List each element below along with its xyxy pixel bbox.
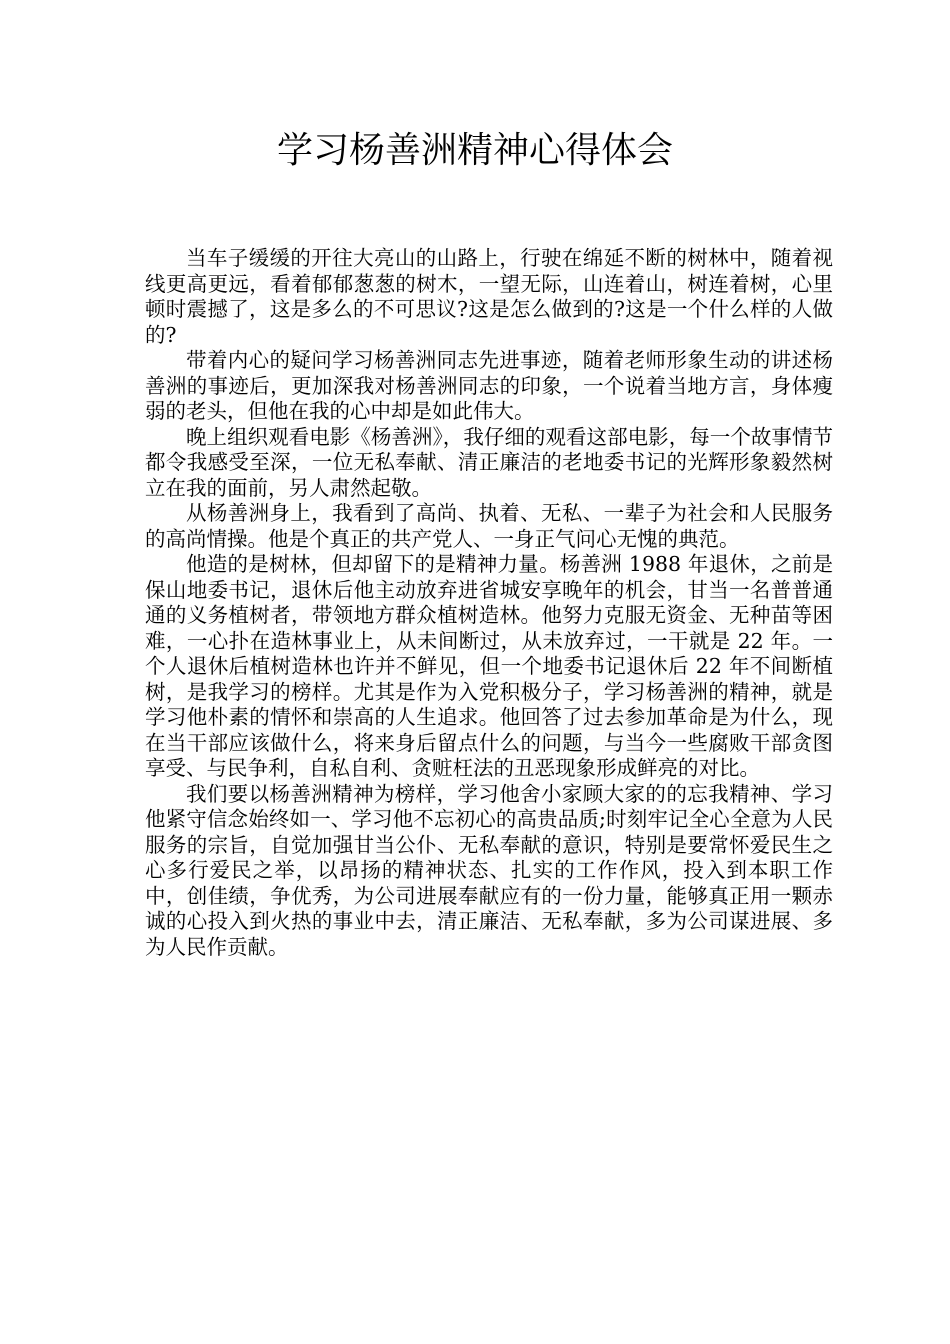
paragraph-3: 晚上组织观看电影《杨善洲》，我仔细的观看这部电影，每一个故事情节都令我感受至深，一位无私奉献、清正廉洁的老地委书记的光辉形象毅然树立在我的面前，另人肃然起敬。 <box>145 424 833 500</box>
paragraph-2: 带着内心的疑问学习杨善洲同志先进事迹，随着老师形象生动的讲述杨善洲的事迹后，更加深我对杨善洲同志的印象，一个说着当地方言，身体瘦弱的老头，但他在我的心中却是如此伟大。 <box>145 348 833 423</box>
paragraph-6: 我们要以杨善洲精神为榜样，学习他舍小家顾大家的的忘我精神、学习他紧守信念始终如一、学习他不忘初心的高贵品质;时刻牢记全心全意为人民服务的宗旨，自觉加强甘当公仆、无私奉献的意识，特别是要常怀爱民生之心多行爱民之举，以昂扬的精神状态、扎实的工作作风，投入到本职工作中，创佳绩，争优秀，为公司进展奉献应有的一份力量，能够真正用一颗赤诚的心投入到火热的事业中去，清正廉洁、无私奉献，多为公司谋进展、多为人民作贡献。 <box>145 781 833 959</box>
document-body <box>145 246 833 960</box>
paragraph-4: 从杨善洲身上，我看到了高尚、执着、无私、一辈子为社会和人民服务的高尚情操。他是个真正的共产党人、一身正气问心无愧的典范。 <box>145 501 833 551</box>
paragraph-5: 他造的是树林，但却留下的是精神力量。杨善洲 1988 年退休，之前是保山地委书记，退休后他主动放弃进省城安享晚年的机会，甘当一名普普通通的义务植树者，带领地方群众植树造林。他努力克服无资金、无种苗等困难，一心扑在造林事业上，从未间断过，从未放弃过，一干就是 22 年。一个人退休后植树造林也许并不鲜见，但一个地委书记退休后 22 年不间断植树，是我学习的榜样。尤其是作为入党积极分子，学习杨善洲的精神，就是学习他朴素的情怀和崇高的人生追求。他回答了过去参加革命是为什么，现在当干部应该做什么，将来身后留点什么的问题，与当今一些腐败干部贪图享受、与民争利，自私自利、贪赃枉法的丑恶现象形成鲜亮的对比。 <box>145 552 833 780</box>
paragraph-1: 当车子缓缓的开往大亮山的山路上，行驶在绵延不断的树林中，随着视线更高更远，看着郁郁葱葱的树木，一望无际，山连着山，树连着树，心里顿时震撼了，这是多么的不可思议?这是怎么做到的?这是一个什么样的人做的? <box>145 246 833 347</box>
page-title: 学习杨善洲精神心得体会 <box>276 130 673 171</box>
